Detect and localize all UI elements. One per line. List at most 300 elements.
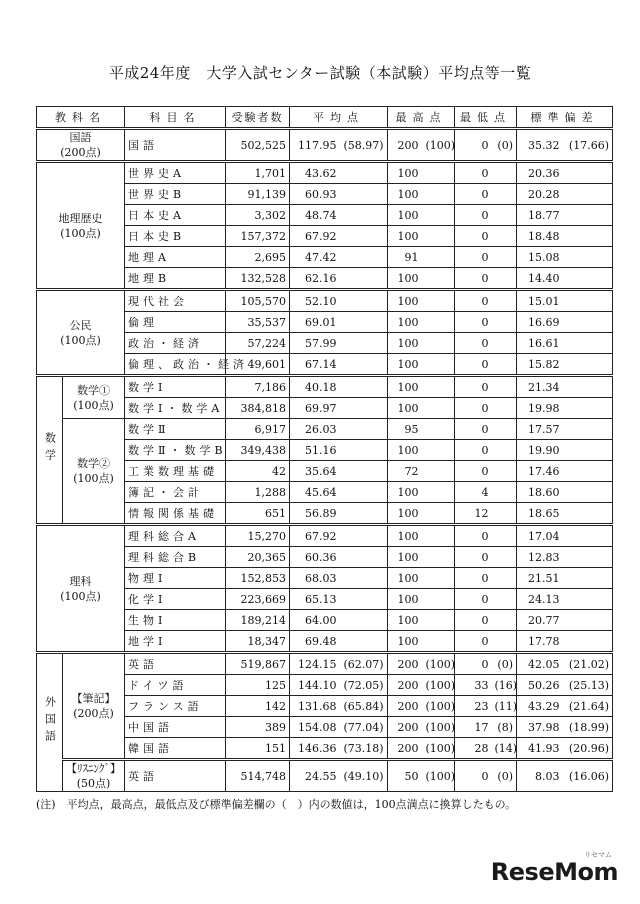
average-converted-cell — [340, 610, 388, 631]
group-rika — [37, 525, 125, 653]
min-cell: 0 — [455, 247, 492, 268]
average-converted-cell — [340, 631, 388, 653]
average-converted-cell — [340, 184, 388, 205]
average-cell: 124.15 — [290, 653, 340, 675]
max-cell: 72 — [388, 461, 422, 482]
average-cell: 24.55 — [290, 760, 340, 792]
sd-converted-cell — [563, 268, 613, 290]
sd-converted-cell — [563, 290, 613, 312]
subject-cell: 地理B — [125, 268, 226, 290]
subject-cell: 数学Ⅱ・数学B — [125, 440, 226, 461]
min-converted-cell — [492, 312, 517, 333]
sd-cell: 17.04 — [517, 525, 563, 547]
max-converted-cell — [422, 482, 455, 503]
min-cell: 0 — [455, 162, 492, 184]
sd-converted-cell: (21.64) — [563, 696, 613, 717]
average-converted-cell — [340, 547, 388, 568]
group-sugaku1-label: 数学① — [77, 383, 110, 397]
subject-cell: 数学Ⅰ・数学A — [125, 398, 226, 419]
resemom-logo — [490, 851, 618, 892]
max-converted-cell — [422, 354, 455, 376]
min-converted-cell — [492, 440, 517, 461]
header-kamoku: 科目名 — [125, 107, 226, 129]
sd-converted-cell — [563, 354, 613, 376]
max-cell: 100 — [388, 610, 422, 631]
max-converted-cell — [422, 376, 455, 398]
examinees-cell: 514,748 — [226, 760, 290, 792]
average-converted-cell: (77.04) — [340, 717, 388, 738]
min-cell: 0 — [455, 398, 492, 419]
header-kyoka: 教科名 — [37, 107, 125, 129]
sd-cell: 18.60 — [517, 482, 563, 503]
max-cell: 200 — [388, 717, 422, 738]
max-cell: 100 — [388, 631, 422, 653]
logo-sub-text: リセマム — [584, 851, 612, 859]
min-converted-cell — [492, 461, 517, 482]
score-table — [36, 106, 613, 792]
min-cell: 28 — [455, 738, 492, 760]
group-rika-points: (100点) — [60, 589, 101, 603]
examinees-cell: 91,139 — [226, 184, 290, 205]
group-hikki — [63, 653, 125, 760]
average-converted-cell — [340, 568, 388, 589]
sd-converted-cell — [563, 525, 613, 547]
table-row — [37, 376, 613, 398]
sd-cell: 16.61 — [517, 333, 563, 354]
max-cell: 100 — [388, 290, 422, 312]
sd-converted-cell — [563, 547, 613, 568]
average-cell: 43.62 — [290, 162, 340, 184]
table-row — [37, 162, 613, 184]
sd-cell: 41.93 — [517, 738, 563, 760]
average-converted-cell — [340, 398, 388, 419]
min-converted-cell — [492, 205, 517, 226]
max-cell: 100 — [388, 354, 422, 376]
max-cell: 200 — [388, 738, 422, 760]
group-sugaku1-points: (100点) — [73, 398, 114, 412]
max-cell: 100 — [388, 376, 422, 398]
average-converted-cell — [340, 482, 388, 503]
examinees-cell: 519,867 — [226, 653, 290, 675]
page-title: 平成24年度 大学入試センター試験（本試験）平均点等一覧 — [108, 64, 532, 82]
max-cell: 100 — [388, 568, 422, 589]
min-converted-cell: (16) — [492, 675, 517, 696]
min-cell: 0 — [455, 547, 492, 568]
average-cell: 67.92 — [290, 226, 340, 247]
min-cell: 17 — [455, 717, 492, 738]
subject-cell: 生物Ⅰ — [125, 610, 226, 631]
min-converted-cell — [492, 376, 517, 398]
group-listening-points: (50点) — [76, 777, 111, 790]
min-converted-cell: (0) — [492, 129, 517, 162]
sd-cell: 20.77 — [517, 610, 563, 631]
max-converted-cell — [422, 333, 455, 354]
min-cell: 4 — [455, 482, 492, 503]
max-cell: 100 — [388, 312, 422, 333]
footnote: (注) 平均点，最高点，最低点及び標準偏差欄の（ ）内の数値は，100点満点に換算したもの。 — [36, 798, 517, 811]
average-cell: 60.36 — [290, 547, 340, 568]
table-row — [37, 525, 613, 547]
group-rika-label: 理科 — [69, 574, 92, 588]
sd-converted-cell: (16.06) — [563, 760, 613, 792]
min-converted-cell — [492, 525, 517, 547]
average-converted-cell — [340, 268, 388, 290]
min-converted-cell — [492, 333, 517, 354]
average-converted-cell — [340, 226, 388, 247]
min-converted-cell: (11) — [492, 696, 517, 717]
sd-cell: 14.40 — [517, 268, 563, 290]
sd-converted-cell — [563, 162, 613, 184]
subject-cell: 数学Ⅱ — [125, 419, 226, 440]
subject-cell: 日本史A — [125, 205, 226, 226]
max-cell: 100 — [388, 482, 422, 503]
max-converted-cell — [422, 205, 455, 226]
min-cell: 12 — [455, 503, 492, 525]
subject-cell: 理科総合B — [125, 547, 226, 568]
average-cell: 45.64 — [290, 482, 340, 503]
min-cell: 0 — [455, 129, 492, 162]
max-converted-cell: (100) — [422, 760, 455, 792]
sd-converted-cell — [563, 184, 613, 205]
average-cell: 64.00 — [290, 610, 340, 631]
group-kokugo — [37, 129, 125, 162]
sd-cell: 18.65 — [517, 503, 563, 525]
average-cell: 47.42 — [290, 247, 340, 268]
sd-converted-cell — [563, 247, 613, 268]
sd-converted-cell: (17.66) — [563, 129, 613, 162]
group-kokugo-points: (200点) — [60, 146, 101, 159]
examinees-cell: 35,537 — [226, 312, 290, 333]
sd-cell: 15.82 — [517, 354, 563, 376]
examinees-cell: 20,365 — [226, 547, 290, 568]
group-sugaku — [37, 376, 63, 525]
sd-cell: 24.13 — [517, 589, 563, 610]
examinees-cell: 651 — [226, 503, 290, 525]
sd-cell: 20.36 — [517, 162, 563, 184]
average-cell: 52.10 — [290, 290, 340, 312]
average-cell: 146.36 — [290, 738, 340, 760]
min-converted-cell — [492, 503, 517, 525]
min-converted-cell — [492, 354, 517, 376]
group-chireki — [37, 162, 125, 290]
min-cell: 0 — [455, 653, 492, 675]
sd-converted-cell: (25.13) — [563, 675, 613, 696]
sd-cell: 15.01 — [517, 290, 563, 312]
min-cell: 0 — [455, 589, 492, 610]
examinees-cell: 152,853 — [226, 568, 290, 589]
examinees-cell: 157,372 — [226, 226, 290, 247]
subject-cell: 簿記・会計 — [125, 482, 226, 503]
group-sugaku2 — [63, 419, 125, 525]
max-cell: 100 — [388, 503, 422, 525]
min-cell: 33 — [455, 675, 492, 696]
subject-cell: フランス語 — [125, 696, 226, 717]
max-cell: 200 — [388, 653, 422, 675]
group-sugaku1 — [63, 376, 125, 419]
examinees-cell: 223,669 — [226, 589, 290, 610]
sd-converted-cell — [563, 226, 613, 247]
average-cell: 69.01 — [290, 312, 340, 333]
group-sugaku2-label: 数学② — [77, 457, 110, 470]
sd-cell: 17.57 — [517, 419, 563, 440]
sd-cell: 18.48 — [517, 226, 563, 247]
sd-converted-cell: (21.02) — [563, 653, 613, 675]
max-converted-cell — [422, 461, 455, 482]
min-cell: 0 — [455, 354, 492, 376]
average-converted-cell: (62.07) — [340, 653, 388, 675]
subject-cell: 倫理、政治・経済 — [125, 354, 226, 376]
group-hikki-points: (200点) — [73, 707, 114, 720]
table-row — [37, 760, 613, 792]
examinees-cell: 49,601 — [226, 354, 290, 376]
max-cell: 100 — [388, 589, 422, 610]
header-jukensha: 受験者数 — [226, 107, 290, 129]
max-converted-cell — [422, 589, 455, 610]
subject-cell: 英語 — [125, 760, 226, 792]
examinees-cell: 189,214 — [226, 610, 290, 631]
average-cell: 65.13 — [290, 589, 340, 610]
average-converted-cell — [340, 525, 388, 547]
max-cell: 200 — [388, 696, 422, 717]
average-cell: 117.95 — [290, 129, 340, 162]
average-converted-cell — [340, 376, 388, 398]
sd-cell: 19.90 — [517, 440, 563, 461]
max-converted-cell — [422, 226, 455, 247]
average-cell: 48.74 — [290, 205, 340, 226]
average-converted-cell — [340, 419, 388, 440]
max-cell: 100 — [388, 333, 422, 354]
subject-cell: 政治・経済 — [125, 333, 226, 354]
average-cell: 40.18 — [290, 376, 340, 398]
subject-cell: 物理Ⅰ — [125, 568, 226, 589]
min-cell: 0 — [455, 226, 492, 247]
group-sugaku2-points: (100点) — [73, 472, 114, 485]
sd-cell: 16.69 — [517, 312, 563, 333]
sd-cell: 21.51 — [517, 568, 563, 589]
sd-converted-cell — [563, 333, 613, 354]
group-kokugo-label: 国語 — [69, 131, 92, 144]
subject-cell: 地学Ⅰ — [125, 631, 226, 653]
subject-cell: 工業数理基礎 — [125, 461, 226, 482]
average-converted-cell — [340, 461, 388, 482]
subject-cell: 中国語 — [125, 717, 226, 738]
max-cell: 100 — [388, 525, 422, 547]
examinees-cell: 6,917 — [226, 419, 290, 440]
average-converted-cell: (58.97) — [340, 129, 388, 162]
min-converted-cell: (0) — [492, 653, 517, 675]
examinees-cell: 57,224 — [226, 333, 290, 354]
subject-cell: 英語 — [125, 653, 226, 675]
examinees-cell: 7,186 — [226, 376, 290, 398]
average-cell: 131.68 — [290, 696, 340, 717]
sd-converted-cell — [563, 589, 613, 610]
sd-cell: 42.05 — [517, 653, 563, 675]
max-converted-cell — [422, 184, 455, 205]
subject-cell: ドイツ語 — [125, 675, 226, 696]
min-cell: 0 — [455, 333, 492, 354]
group-komin — [37, 290, 125, 376]
min-cell: 0 — [455, 440, 492, 461]
average-cell: 144.10 — [290, 675, 340, 696]
max-cell: 91 — [388, 247, 422, 268]
max-converted-cell — [422, 419, 455, 440]
average-cell: 67.14 — [290, 354, 340, 376]
average-converted-cell: (65.84) — [340, 696, 388, 717]
average-cell: 57.99 — [290, 333, 340, 354]
max-cell: 100 — [388, 162, 422, 184]
subject-cell: 世界史A — [125, 162, 226, 184]
min-converted-cell — [492, 226, 517, 247]
examinees-cell: 15,270 — [226, 525, 290, 547]
max-cell: 50 — [388, 760, 422, 792]
average-converted-cell: (49.10) — [340, 760, 388, 792]
min-converted-cell — [492, 419, 517, 440]
sd-converted-cell — [563, 610, 613, 631]
sd-converted-cell — [563, 312, 613, 333]
average-converted-cell — [340, 205, 388, 226]
max-cell: 200 — [388, 129, 422, 162]
average-cell: 62.16 — [290, 268, 340, 290]
group-hikki-label: 【筆記】 — [71, 692, 116, 705]
subject-cell: 情報関係基礎 — [125, 503, 226, 525]
max-cell: 100 — [388, 440, 422, 461]
min-cell: 0 — [455, 290, 492, 312]
average-converted-cell — [340, 354, 388, 376]
max-cell: 100 — [388, 226, 422, 247]
average-converted-cell — [340, 589, 388, 610]
sd-converted-cell — [563, 482, 613, 503]
logo-text: ReseMom — [490, 858, 618, 886]
sd-converted-cell — [563, 568, 613, 589]
examinees-cell: 389 — [226, 717, 290, 738]
max-converted-cell: (100) — [422, 675, 455, 696]
sd-converted-cell — [563, 503, 613, 525]
min-converted-cell — [492, 568, 517, 589]
group-gaikokugo-label: 外国語 — [43, 695, 57, 747]
max-converted-cell — [422, 268, 455, 290]
max-converted-cell: (100) — [422, 717, 455, 738]
header-saiko: 最高点 — [388, 107, 455, 129]
sd-cell: 17.78 — [517, 631, 563, 653]
examinees-cell: 1,701 — [226, 162, 290, 184]
average-cell: 67.92 — [290, 525, 340, 547]
table-row — [37, 653, 613, 675]
average-cell: 69.97 — [290, 398, 340, 419]
max-converted-cell — [422, 568, 455, 589]
sd-converted-cell — [563, 419, 613, 440]
sd-cell: 35.32 — [517, 129, 563, 162]
group-chireki-label: 地理歴史 — [58, 211, 103, 225]
max-cell: 100 — [388, 398, 422, 419]
sd-converted-cell — [563, 440, 613, 461]
min-converted-cell — [492, 547, 517, 568]
min-converted-cell — [492, 610, 517, 631]
group-gaikokugo — [37, 653, 63, 792]
min-cell: 0 — [455, 760, 492, 792]
table-row — [37, 129, 613, 162]
max-converted-cell — [422, 525, 455, 547]
header-heikin: 平均点 — [290, 107, 388, 129]
min-converted-cell — [492, 631, 517, 653]
min-converted-cell — [492, 589, 517, 610]
max-converted-cell — [422, 290, 455, 312]
examinees-cell: 1,288 — [226, 482, 290, 503]
average-cell: 154.08 — [290, 717, 340, 738]
max-converted-cell — [422, 503, 455, 525]
average-cell: 51.16 — [290, 440, 340, 461]
subject-cell: 理科総合A — [125, 525, 226, 547]
min-converted-cell — [492, 184, 517, 205]
sd-cell: 21.34 — [517, 376, 563, 398]
average-cell: 56.89 — [290, 503, 340, 525]
table-row — [37, 290, 613, 312]
min-converted-cell — [492, 268, 517, 290]
sd-converted-cell — [563, 461, 613, 482]
min-cell: 0 — [455, 205, 492, 226]
sd-cell: 19.98 — [517, 398, 563, 419]
examinees-cell: 125 — [226, 675, 290, 696]
group-sugaku-label: 数学 — [43, 431, 57, 466]
min-converted-cell — [492, 482, 517, 503]
min-cell: 0 — [455, 419, 492, 440]
subject-cell: 現代社会 — [125, 290, 226, 312]
max-cell: 100 — [388, 547, 422, 568]
average-converted-cell — [340, 333, 388, 354]
subject-cell: 世界史B — [125, 184, 226, 205]
sd-converted-cell: (20.96) — [563, 738, 613, 760]
sd-converted-cell: (18.99) — [563, 717, 613, 738]
min-converted-cell — [492, 247, 517, 268]
examinees-cell: 3,302 — [226, 205, 290, 226]
max-converted-cell — [422, 162, 455, 184]
min-cell: 0 — [455, 376, 492, 398]
average-cell: 35.64 — [290, 461, 340, 482]
header-hyojun: 標準偏差 — [517, 107, 613, 129]
min-converted-cell: (8) — [492, 717, 517, 738]
header-saitei: 最低点 — [455, 107, 517, 129]
subject-cell: 国語 — [125, 129, 226, 162]
subject-cell: 日本史B — [125, 226, 226, 247]
min-converted-cell — [492, 162, 517, 184]
sd-converted-cell — [563, 398, 613, 419]
subject-cell: 地理A — [125, 247, 226, 268]
examinees-cell: 105,570 — [226, 290, 290, 312]
sd-cell: 18.77 — [517, 205, 563, 226]
average-cell: 68.03 — [290, 568, 340, 589]
max-converted-cell — [422, 547, 455, 568]
max-cell: 100 — [388, 184, 422, 205]
min-converted-cell: (14) — [492, 738, 517, 760]
min-cell: 0 — [455, 461, 492, 482]
examinees-cell: 2,695 — [226, 247, 290, 268]
subject-cell: 韓国語 — [125, 738, 226, 760]
average-converted-cell: (73.18) — [340, 738, 388, 760]
min-cell: 0 — [455, 184, 492, 205]
sd-cell: 50.26 — [517, 675, 563, 696]
min-cell: 0 — [455, 631, 492, 653]
sd-cell: 8.03 — [517, 760, 563, 792]
max-cell: 100 — [388, 205, 422, 226]
min-cell: 23 — [455, 696, 492, 717]
min-converted-cell — [492, 398, 517, 419]
average-cell: 60.93 — [290, 184, 340, 205]
examinees-cell: 18,347 — [226, 631, 290, 653]
subject-cell: 数学Ⅰ — [125, 376, 226, 398]
sd-converted-cell — [563, 205, 613, 226]
max-converted-cell — [422, 610, 455, 631]
examinees-cell: 142 — [226, 696, 290, 717]
group-listening — [63, 760, 125, 792]
